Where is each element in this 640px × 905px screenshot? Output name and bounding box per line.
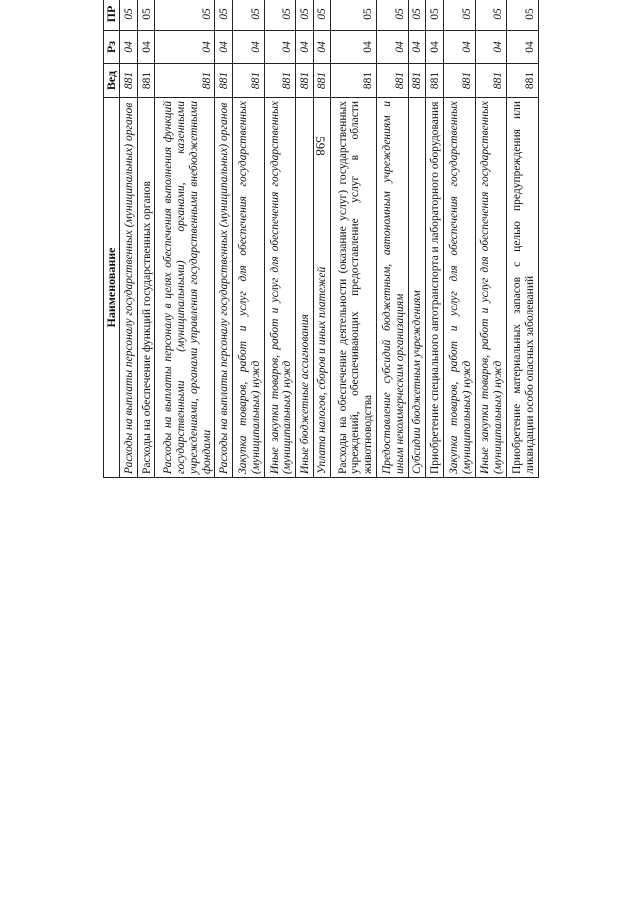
cell-name: Иные закупки товаров, работ и услуг для обеспечения государственных (муниципальных) нужд — [264, 98, 296, 478]
cell-name: Закупка товаров, работ и услуг для обеспечения государственных (муниципальных) нужд — [232, 98, 264, 478]
cell-rz: 04 — [264, 31, 296, 64]
table-row — [331, 0, 377, 478]
header-pr: ПР — [104, 0, 120, 31]
cell-rz: 04 — [137, 31, 154, 64]
table-row — [475, 0, 507, 478]
cell-ved: 881 — [155, 64, 215, 98]
cell-name: Субсидии бюджетным учреждениям — [408, 98, 425, 478]
cell-name: Уплата налогов, сборов и иных платежей — [313, 98, 330, 478]
cell-ved: 881 — [426, 64, 443, 98]
cell-name: Иные закупки товаров, работ и услуг для обеспечения государственных (муниципальных) нужд — [475, 98, 507, 478]
header-rz: Рз — [104, 31, 120, 64]
cell-name: Расходы на выплаты персоналу государственных (муниципальных) органов — [120, 98, 137, 478]
table-row — [408, 0, 425, 478]
cell-name: Предоставление субсидий бюджетным, автономным учреждениям и иным некоммерческим организациям — [377, 98, 409, 478]
cell-pr: 05 — [232, 0, 264, 31]
table-row — [232, 0, 264, 478]
cell-name: Приобретение материальных запасов с целью предупреждения или ликвидации особо опасных заболеваний — [507, 98, 539, 478]
cell-rz: 04 — [331, 31, 377, 64]
cell-pr: 05 — [137, 0, 154, 31]
table-row — [120, 0, 137, 478]
table-body — [120, 0, 539, 478]
cell-name: Расходы на выплаты персоналу государственных (муниципальных) органов — [215, 98, 232, 478]
cell-rz: 04 — [120, 31, 137, 64]
table-row — [215, 0, 232, 478]
cell-ved: 881 — [507, 64, 539, 98]
cell-pr: 05 — [408, 0, 425, 31]
cell-rz: 04 — [313, 31, 330, 64]
cell-ved: 881 — [215, 64, 232, 98]
table-row — [377, 0, 409, 478]
cell-pr: 05 — [443, 0, 475, 31]
cell-pr: 05 — [313, 0, 330, 31]
cell-rz: 04 — [155, 31, 215, 64]
cell-name: Расходы на обеспечение функций государственных органов — [137, 98, 154, 478]
cell-name: Приобретение специального автотранспорта и лабораторного оборудования — [426, 98, 443, 478]
cell-ved: 881 — [232, 64, 264, 98]
cell-pr: 05 — [507, 0, 539, 31]
cell-pr: 05 — [475, 0, 507, 31]
cell-ved: 881 — [443, 64, 475, 98]
table-row — [296, 0, 313, 478]
cell-rz: 04 — [443, 31, 475, 64]
table-row — [137, 0, 154, 478]
table-row — [507, 0, 539, 478]
table-row — [264, 0, 296, 478]
cell-ved: 881 — [331, 64, 377, 98]
cell-pr: 05 — [264, 0, 296, 31]
cell-pr: 05 — [296, 0, 313, 31]
cell-name: Иные бюджетные ассигнования — [296, 98, 313, 478]
cell-rz: 04 — [215, 31, 232, 64]
table-row — [443, 0, 475, 478]
cell-ved: 881 — [377, 64, 409, 98]
cell-ved: 881 — [408, 64, 425, 98]
cell-ved: 881 — [475, 64, 507, 98]
cell-ved: 881 — [120, 64, 137, 98]
cell-rz: 04 — [507, 31, 539, 64]
cell-pr: 05 — [155, 0, 215, 31]
cell-pr: 05 — [331, 0, 377, 31]
cell-ved: 881 — [313, 64, 330, 98]
cell-ved: 881 — [296, 64, 313, 98]
cell-pr: 05 — [426, 0, 443, 31]
table-row — [426, 0, 443, 478]
header-name: Наименование — [104, 98, 120, 478]
cell-rz: 04 — [232, 31, 264, 64]
cell-pr: 05 — [120, 0, 137, 31]
table-row — [155, 0, 215, 478]
budget-table — [103, 0, 539, 478]
cell-rz: 04 — [426, 31, 443, 64]
cell-rz: 04 — [377, 31, 409, 64]
cell-name: Закупка товаров, работ и услуг для обеспечения государственных (муниципальных) нужд — [443, 98, 475, 478]
table-row — [313, 0, 330, 478]
table-header-row — [104, 0, 120, 478]
cell-ved: 881 — [137, 64, 154, 98]
table-wrapper — [103, 0, 539, 478]
cell-pr: 05 — [215, 0, 232, 31]
cell-name: Расходы на обеспечение деятельности (оказание услуг) государственных учреждений, обеспечивающих предоставление услуг в области животноводства — [331, 98, 377, 478]
cell-name: Расходы на выплаты персоналу в целях обеспечения выполнения функций государственными (муниципальными) органами, казенными учреждениями, органами управления государственными внебюджетными фондами — [155, 98, 215, 478]
rotated-table-container — [103, 5, 539, 859]
cell-rz: 04 — [408, 31, 425, 64]
cell-rz: 04 — [296, 31, 313, 64]
header-ved: Вед — [104, 64, 120, 98]
page-number: 598 — [313, 136, 328, 156]
cell-ved: 881 — [264, 64, 296, 98]
cell-rz: 04 — [475, 31, 507, 64]
cell-pr: 05 — [377, 0, 409, 31]
